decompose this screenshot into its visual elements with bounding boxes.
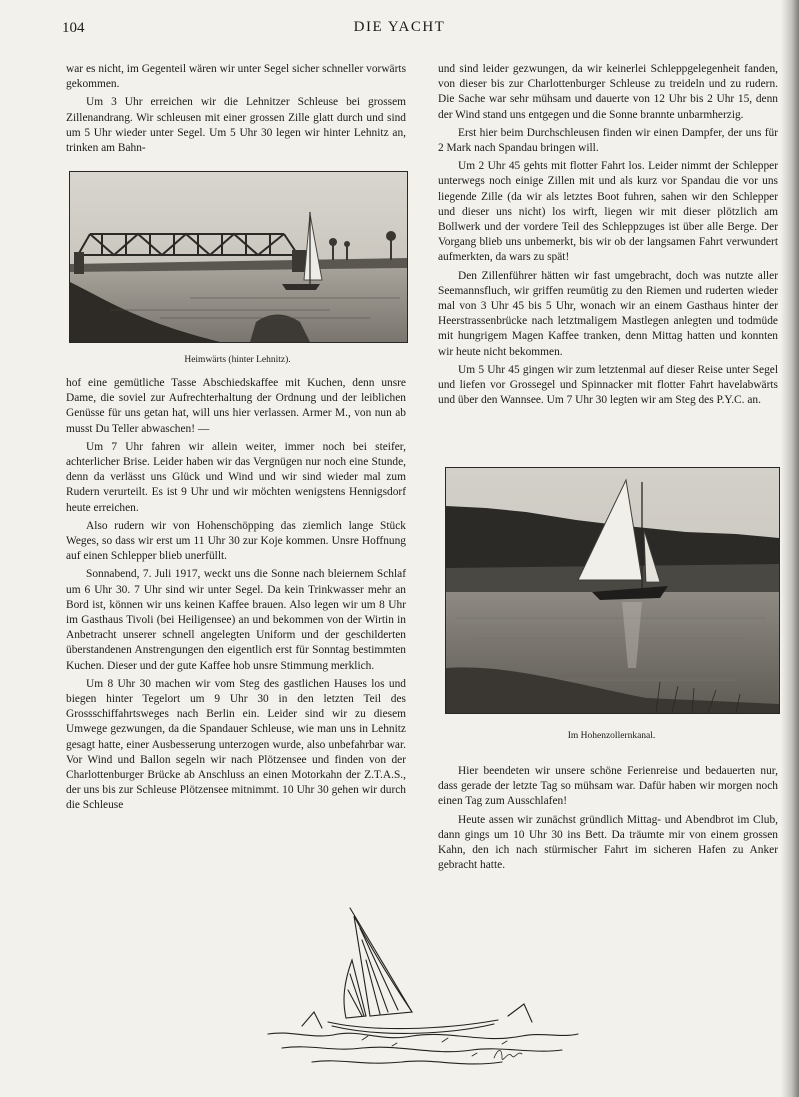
paragraph: Um 3 Uhr erreichen wir die Lehnitzer Schleuse bei grossem Zillenandrang. Wir schleusen mit einer grossen Zille glatt durch und sind um 5 Uhr wieder unter Segel. Um 5 Uhr 30 legen wir hinter Lehnitz an, trinken am Bahn- bbox=[66, 96, 406, 155]
paragraph: Um 8 Uhr 30 machen wir vom Steg des gastlichen Hauses los und biegen hinter Tegelort um 9 Uhr 30 in den letzten Teil des Grossschiffahrtsweges nach Berlin ein. Leider sind wir zu diesem Umwege gezwungen, da die Spandauer Schleuse, wie man uns in Lehnitz gesagt hatte, einer Ausbesserung unterzogen wurde, also unbefahrbar war. Vor Wind und Ballon segeln wir nach Plötzensee und finden von der Charlottenburger Brücke ab Anschluss an einen Motorkahn der Z.T.A.S., der uns bis zur Schleuse Plötzensee mitnimmt. 10 Uhr 30 gehen wir durch die Schleuse bbox=[66, 677, 406, 812]
paragraph: Um 5 Uhr 45 gingen wir zum letztenmal auf dieser Reise unter Segel und liefen vor Grossegel und Spinnacker mit flotter Fahrt havelabwärts und über den Wannsee. Um 7 Uhr 30 legten wir am Steg des P.Y.C. an. bbox=[438, 363, 778, 407]
paragraph: Den Zillenführer hätten wir fast umgebracht, doch was nutzte aller Seemannsfluch, wir griffen reumütig zu den Riemen und ruderten wieder mal von 3 Uhr 45 bis 5 Uhr, wonach wir an einem Gasthaus hinter der Heerstrassenbrücke nach letztmaligem Mastlegen anlegten und todmüde mit hungrigem Magen Kaffee tranken, denn Mittag hatten und konnten wir heute nicht bekommen. bbox=[438, 269, 778, 358]
paragraph: hof eine gemütliche Tasse Abschiedskaffee mit Kuchen, denn unsre Dame, die soviel zur Aufrechterhaltung der Ordnung und der leiblichen Genüsse für uns getan hat, will uns hier verlassen. Armer M., von nun ab musst Du Teller abwaschen! — bbox=[66, 377, 406, 435]
paragraph: Um 7 Uhr fahren wir allein weiter, immer noch bei steifer, achterlicher Brise. Leider haben wir das Vergnügen nur noch eine Stunde, denn da verlässt uns Glück und Wind und wir sind wieder mal zum Rudern verurteilt. Es ist 9 Uhr und wir möchten wenigstens Hennigsdorf heute erreichen. bbox=[66, 440, 406, 514]
paragraph: Hier beendeten wir unsere schöne Ferienreise und bedauerten nur, dass gerade der letzte Tag so mühsam war. Dafür haben wir morgen noch einen Tag zum Ausschlafen! bbox=[438, 765, 778, 808]
sailboat-sketch bbox=[262, 900, 582, 1080]
left-column-top bbox=[66, 62, 406, 159]
photo-caption: Heimwärts (hinter Lehnitz). bbox=[184, 355, 291, 365]
paragraph: Um 2 Uhr 45 gehts mit flotter Fahrt los. Leider nimmt der Schlepper unterwegs noch einige Zillen mit und als kurz vor Spandau die vor uns liegende Zille (da wir als letztes Boot fuhren, sahen wir den Schlepper und dieser uns nicht) los wirft, liegen wir mit dieser plötzlich am Bollwerk und der vordere Teil des Schleppzuges ist über alle Berge. Der Vorgang blieb uns unbemerkt, bis wir ob der langsamen Fahrt verwundert aufmerkten, da wars zu spät! bbox=[438, 160, 778, 264]
paragraph: Also rudern wir von Hohenschöpping das ziemlich lange Stück Weges, so dass wir erst um 11 Uhr 30 zur Koje kommen. Unsre Hoffnung auf einen Schlepper blieb unerfüllt. bbox=[66, 519, 406, 563]
journal-title: DIE YACHT bbox=[353, 19, 446, 35]
paragraph: war es nicht, im Gegenteil wären wir unter Segel sicher schneller vorwärts gekommen. bbox=[66, 63, 406, 91]
page-number: 104 bbox=[62, 20, 85, 36]
right-column-top bbox=[438, 62, 778, 411]
photo-caption: Im Hohenzollernkanal. bbox=[567, 731, 656, 741]
paragraph: Sonnabend, 7. Juli 1917, weckt uns die Sonne nach bleiernem Schlaf um 6 Uhr 30. 7 Uhr sind wir unter Segel. Da kein Trinkwasser mehr an Bord ist, können wir uns keinen Kaffee brauen. Also legen wir um 8 Uhr im Gasthaus Tivoli (bei Heiligensee) an und bekommen von der Wirtin in Anbetracht unserer schnell angelegten Uniform und der geschilderten überstandenen Anstrengungen den eigentlich erst für Sonntag bestimmten Kuchen. Dieser und der gute Kaffee hob unsre Stimmung merklich. bbox=[66, 568, 406, 672]
photo-railway-bridge bbox=[69, 171, 408, 343]
paragraph: Heute assen wir zunächst gründlich Mittag- und Abendbrot im Club, dann gings um 10 Uhr 30 ins Bett. Da träumte mir von einem grossen Kahn, den ich nach stürmischer Fahrt im sicheren Hafen zu Anker gebracht hatte. bbox=[438, 813, 778, 872]
paragraph: Erst hier beim Durchschleusen finden wir einen Dampfer, der uns für 2 Mark nach Spandau bringen will. bbox=[438, 126, 778, 155]
right-column-bottom bbox=[438, 764, 778, 876]
photo-sailboat-canal bbox=[445, 467, 780, 714]
paragraph: und sind leider gezwungen, da wir keinerlei Schleppgelegenheit fanden, von dieser bis zur Charlottenburger Schleuse zu treideln und zu rudern. Die Sache war sehr mühsam und dauerte von 12 Uhr bis 2 Uhr 15, denn der Wind stand uns entgegen und die Sonne brannte unbarmherzig. bbox=[438, 63, 778, 121]
page-edge-shadow bbox=[781, 0, 799, 1097]
left-column-bottom bbox=[66, 376, 406, 817]
